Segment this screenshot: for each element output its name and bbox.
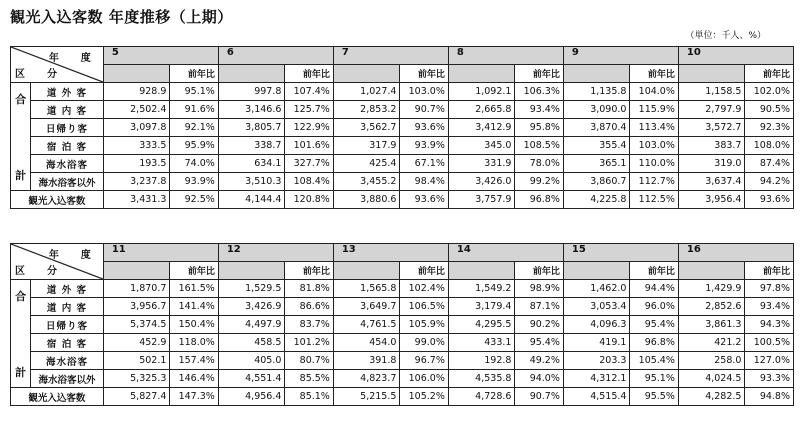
prev-year-ratio-header: 前年比 [630,262,678,280]
value-cell: 3,412.9 [448,119,515,137]
ratio-cell: 87.1% [515,298,563,316]
value-cell: 425.4 [333,155,400,173]
value-cell: 1,870.7 [103,280,170,298]
total-row [11,191,794,209]
ratio-cell: 95.1% [170,83,218,101]
year-header: 15 [563,244,678,262]
value-cell: 2,853.2 [333,101,400,119]
value-cell: 2,502.4 [103,101,170,119]
year-header-fill [678,262,745,280]
value-cell: 3,097.8 [103,119,170,137]
table-row [11,370,794,388]
value-cell: 4,225.8 [563,191,630,209]
year-header-fill [103,65,170,83]
row-label: 道 内 客 [31,101,104,119]
year-header: 10 [678,47,793,65]
value-cell: 4,024.5 [678,370,745,388]
header-row-years [11,244,794,262]
table-row [11,298,794,316]
total-side-label [11,83,31,191]
ratio-cell: 108.0% [745,137,794,155]
value-cell: 454.0 [333,334,400,352]
ratio-cell: 92.3% [745,119,794,137]
data-table-2 [10,243,794,406]
prev-year-ratio-header: 前年比 [400,65,448,83]
table-row [11,173,794,191]
ratio-cell: 105.2% [400,388,448,406]
table-row [11,155,794,173]
ratio-cell: 141.4% [170,298,218,316]
ratio-cell: 103.0% [400,83,448,101]
table-row [11,83,794,101]
ratio-cell: 90.5% [745,101,794,119]
value-cell: 1,158.5 [678,83,745,101]
value-cell: 3,870.4 [563,119,630,137]
ratio-cell: 327.7% [285,155,333,173]
ratio-cell: 94.3% [745,316,794,334]
value-cell: 193.5 [103,155,170,173]
side-label-top: 合 [15,92,27,106]
ratio-cell: 122.9% [285,119,333,137]
ratio-cell: 104.0% [630,83,678,101]
year-header: 5 [103,47,218,65]
ratio-cell: 95.9% [170,137,218,155]
value-cell: 345.0 [448,137,515,155]
table-row [11,119,794,137]
value-cell: 3,956.7 [103,298,170,316]
value-cell: 1,429.9 [678,280,745,298]
ratio-cell: 90.7% [400,101,448,119]
ratio-cell: 108.5% [515,137,563,155]
ratio-cell: 146.4% [170,370,218,388]
value-cell: 5,215.5 [333,388,400,406]
row-label: 海水浴客以外 [31,370,104,388]
row-label: 日帰り客 [31,119,104,137]
value-cell: 3,426.9 [218,298,285,316]
value-cell: 2,665.8 [448,101,515,119]
year-label: 年 度 [48,53,97,64]
value-cell: 3,053.4 [563,298,630,316]
value-cell: 502.1 [103,352,170,370]
total-side-label [11,280,31,388]
ratio-cell: 106.3% [515,83,563,101]
value-cell: 4,144.4 [218,191,285,209]
row-label: 宿 泊 客 [31,137,104,155]
ratio-cell: 150.4% [170,316,218,334]
prev-year-ratio-header: 前年比 [515,262,563,280]
value-cell: 355.4 [563,137,630,155]
header-row-sub [11,262,794,280]
value-cell: 3,805.7 [218,119,285,137]
ratio-cell: 106.0% [400,370,448,388]
value-cell: 928.9 [103,83,170,101]
year-header: 7 [333,47,448,65]
ratio-cell: 92.1% [170,119,218,137]
value-cell: 3,861.3 [678,316,745,334]
ratio-cell: 81.8% [285,280,333,298]
prev-year-ratio-header: 前年比 [515,65,563,83]
year-header: 14 [448,244,563,262]
value-cell: 331.9 [448,155,515,173]
value-cell: 3,431.3 [103,191,170,209]
ratio-cell: 87.4% [745,155,794,173]
ratio-cell: 93.4% [515,101,563,119]
value-cell: 3,956.4 [678,191,745,209]
year-header-fill [103,262,170,280]
table-row [11,137,794,155]
ratio-cell: 96.8% [515,191,563,209]
ratio-cell: 127.0% [745,352,794,370]
ratio-cell: 85.5% [285,370,333,388]
prev-year-ratio-header: 前年比 [285,65,333,83]
value-cell: 3,237.8 [103,173,170,191]
value-cell: 319.0 [678,155,745,173]
value-cell: 1,549.2 [448,280,515,298]
value-cell: 5,325.3 [103,370,170,388]
ratio-cell: 110.0% [630,155,678,173]
ratio-cell: 120.8% [285,191,333,209]
value-cell: 3,562.7 [333,119,400,137]
ratio-cell: 98.9% [515,280,563,298]
value-cell: 4,312.1 [563,370,630,388]
ratio-cell: 74.0% [170,155,218,173]
ratio-cell: 95.1% [630,370,678,388]
table-row [11,101,794,119]
ratio-cell: 101.2% [285,334,333,352]
ratio-cell: 106.5% [400,298,448,316]
ratio-cell: 93.9% [170,173,218,191]
ratio-cell: 83.7% [285,316,333,334]
year-label: 年 度 [48,250,97,261]
year-header-fill [218,262,285,280]
ratio-cell: 49.2% [515,352,563,370]
value-cell: 634.1 [218,155,285,173]
value-cell: 4,515.4 [563,388,630,406]
value-cell: 3,880.6 [333,191,400,209]
total-row [11,388,794,406]
value-cell: 1,529.5 [218,280,285,298]
ratio-cell: 86.6% [285,298,333,316]
ratio-cell: 85.1% [285,388,333,406]
ratio-cell: 157.4% [170,352,218,370]
side-label-bottom: 計 [15,168,27,182]
value-cell: 458.5 [218,334,285,352]
year-header-fill [563,65,630,83]
prev-year-ratio-header: 前年比 [745,262,794,280]
value-cell: 5,374.5 [103,316,170,334]
table-row [11,316,794,334]
ratio-cell: 99.0% [400,334,448,352]
ratio-cell: 107.4% [285,83,333,101]
row-label: 観光入込客数 [11,191,104,209]
value-cell: 3,510.3 [218,173,285,191]
header-row-sub [11,65,794,83]
value-cell: 1,565.8 [333,280,400,298]
value-cell: 383.7 [678,137,745,155]
value-cell: 258.0 [678,352,745,370]
ratio-cell: 95.8% [515,119,563,137]
value-cell: 4,282.5 [678,388,745,406]
ratio-cell: 100.5% [745,334,794,352]
division-label: 区 分 [15,69,63,80]
table-row [11,334,794,352]
prev-year-ratio-header: 前年比 [400,262,448,280]
value-cell: 4,823.7 [333,370,400,388]
row-label: 海水浴客 [31,155,104,173]
ratio-cell: 94.8% [745,388,794,406]
ratio-cell: 115.9% [630,101,678,119]
value-cell: 1,135.8 [563,83,630,101]
value-cell: 997.8 [218,83,285,101]
value-cell: 4,096.3 [563,316,630,334]
value-cell: 5,827.4 [103,388,170,406]
row-label: 道 外 客 [31,83,104,101]
ratio-cell: 112.5% [630,191,678,209]
year-header-fill [563,262,630,280]
value-cell: 3,757.9 [448,191,515,209]
value-cell: 3,426.0 [448,173,515,191]
value-cell: 338.7 [218,137,285,155]
ratio-cell: 96.7% [400,352,448,370]
value-cell: 1,027.4 [333,83,400,101]
ratio-cell: 99.2% [515,173,563,191]
prev-year-ratio-header: 前年比 [630,65,678,83]
year-header: 6 [218,47,333,65]
prev-year-ratio-header: 前年比 [285,262,333,280]
division-label: 区 分 [15,266,63,277]
ratio-cell: 97.8% [745,280,794,298]
value-cell: 452.9 [103,334,170,352]
year-header: 13 [333,244,448,262]
value-cell: 1,092.1 [448,83,515,101]
prev-year-ratio-header: 前年比 [745,65,794,83]
value-cell: 4,295.5 [448,316,515,334]
value-cell: 4,551.4 [218,370,285,388]
value-cell: 3,090.0 [563,101,630,119]
row-label: 観光入込客数 [11,388,104,406]
ratio-cell: 113.4% [630,119,678,137]
value-cell: 4,956.4 [218,388,285,406]
ratio-cell: 125.7% [285,101,333,119]
header-row-years [11,47,794,65]
ratio-cell: 78.0% [515,155,563,173]
value-cell: 317.9 [333,137,400,155]
year-header-fill [333,65,400,83]
year-header: 8 [448,47,563,65]
ratio-cell: 95.5% [630,388,678,406]
unit-note: （単位：千人、%） [685,31,766,41]
ratio-cell: 92.5% [170,191,218,209]
ratio-cell: 161.5% [170,280,218,298]
side-label-bottom: 計 [15,365,27,379]
value-cell: 391.8 [333,352,400,370]
value-cell: 2,852.6 [678,298,745,316]
value-cell: 4,535.8 [448,370,515,388]
row-label: 海水浴客 [31,352,104,370]
ratio-cell: 105.4% [630,352,678,370]
value-cell: 192.8 [448,352,515,370]
value-cell: 3,572.7 [678,119,745,137]
year-header: 11 [103,244,218,262]
ratio-cell: 96.0% [630,298,678,316]
ratio-cell: 93.4% [745,298,794,316]
year-header-fill [218,65,285,83]
value-cell: 365.1 [563,155,630,173]
year-header-fill [448,262,515,280]
value-cell: 3,637.4 [678,173,745,191]
ratio-cell: 93.6% [400,191,448,209]
ratio-cell: 91.6% [170,101,218,119]
value-cell: 4,728.6 [448,388,515,406]
value-cell: 3,146.6 [218,101,285,119]
ratio-cell: 105.9% [400,316,448,334]
value-cell: 4,497.9 [218,316,285,334]
ratio-cell: 102.0% [745,83,794,101]
row-label: 海水浴客以外 [31,173,104,191]
value-cell: 405.0 [218,352,285,370]
year-header-fill [678,65,745,83]
page-title: 観光入込客数 年度推移（上期） [10,8,233,26]
year-header: 16 [678,244,793,262]
ratio-cell: 103.0% [630,137,678,155]
ratio-cell: 95.4% [515,334,563,352]
year-header: 9 [563,47,678,65]
ratio-cell: 93.3% [745,370,794,388]
ratio-cell: 118.0% [170,334,218,352]
value-cell: 421.2 [678,334,745,352]
corner-header [11,244,104,280]
ratio-cell: 98.4% [400,173,448,191]
prev-year-ratio-header: 前年比 [170,65,218,83]
ratio-cell: 101.6% [285,137,333,155]
year-header: 12 [218,244,333,262]
value-cell: 333.5 [103,137,170,155]
ratio-cell: 93.6% [745,191,794,209]
ratio-cell: 96.8% [630,334,678,352]
ratio-cell: 112.7% [630,173,678,191]
value-cell: 3,649.7 [333,298,400,316]
value-cell: 433.1 [448,334,515,352]
value-cell: 3,860.7 [563,173,630,191]
value-cell: 3,179.4 [448,298,515,316]
ratio-cell: 95.4% [630,316,678,334]
ratio-cell: 94.4% [630,280,678,298]
value-cell: 4,761.5 [333,316,400,334]
table-row [11,280,794,298]
row-label: 日帰り客 [31,316,104,334]
ratio-cell: 108.4% [285,173,333,191]
data-table-1 [10,46,794,209]
corner-header [11,47,104,83]
ratio-cell: 93.9% [400,137,448,155]
ratio-cell: 94.0% [515,370,563,388]
value-cell: 1,462.0 [563,280,630,298]
side-label-top: 合 [15,289,27,303]
row-label: 道 外 客 [31,280,104,298]
row-label: 道 内 客 [31,298,104,316]
year-header-fill [333,262,400,280]
row-label: 宿 泊 客 [31,334,104,352]
ratio-cell: 147.3% [170,388,218,406]
value-cell: 3,455.2 [333,173,400,191]
value-cell: 419.1 [563,334,630,352]
table-row [11,352,794,370]
ratio-cell: 80.7% [285,352,333,370]
value-cell: 2,797.9 [678,101,745,119]
year-header-fill [448,65,515,83]
ratio-cell: 90.2% [515,316,563,334]
ratio-cell: 67.1% [400,155,448,173]
ratio-cell: 102.4% [400,280,448,298]
value-cell: 203.3 [563,352,630,370]
ratio-cell: 90.7% [515,388,563,406]
ratio-cell: 94.2% [745,173,794,191]
prev-year-ratio-header: 前年比 [170,262,218,280]
ratio-cell: 93.6% [400,119,448,137]
